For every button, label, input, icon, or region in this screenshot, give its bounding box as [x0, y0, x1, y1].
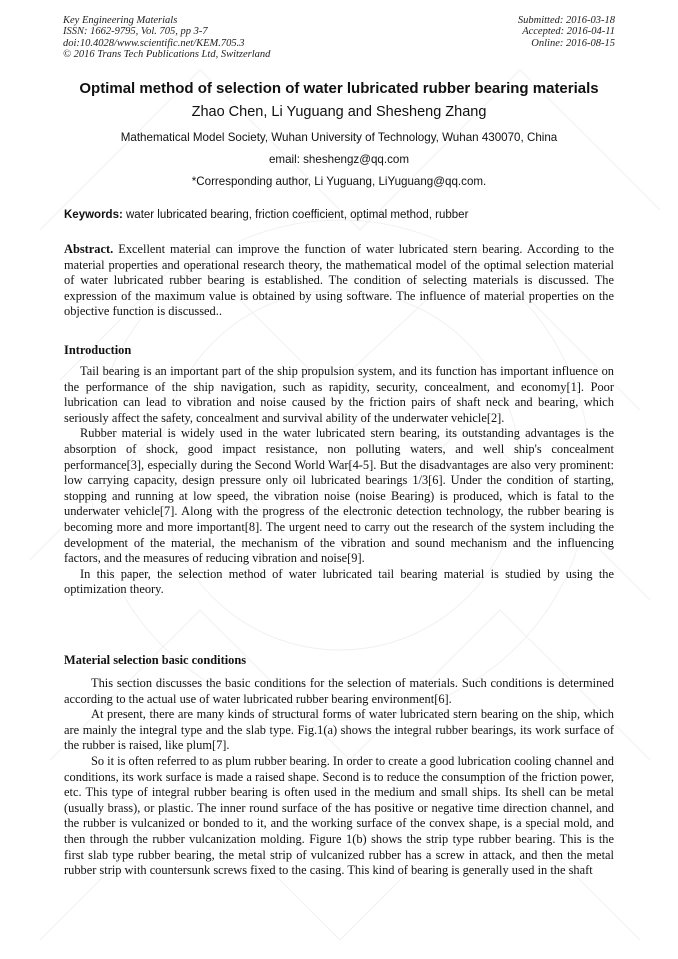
introduction-heading: Introduction — [64, 343, 132, 357]
doi-link[interactable]: doi:10.4028/www.scientific.net/KEM.705.3 — [63, 37, 245, 49]
email-line[interactable]: email: sheshengz@qq.com — [268, 153, 409, 166]
material-paragraph: At present, there are many kinds of structural forms of water lubricated stern bearing on the ship, which are mainly the integral type and the slab type. Fig.1(a) shows the integral rubber bearings, its work surface of the rubber is raised, like plum[7]. — [64, 707, 614, 753]
submitted-date: Submitted: 2016-03-18 — [517, 15, 615, 26]
copyright-line: © 2016 Trans Tech Publications Ltd, Switzerland — [63, 49, 271, 61]
keywords-label: Keywords: — [64, 209, 123, 221]
abstract-label: Abstract. — [64, 242, 114, 256]
paper-title: Optimal method of selection of water lubricated rubber bearing materials — [79, 80, 599, 97]
online-date: Online: 2016-08-15 — [531, 37, 615, 49]
accepted-date: Accepted: 2016-04-11 — [522, 26, 615, 38]
material-paragraph: This section discusses the basic conditions for the selection of materials. Such conditions is determined according to the actual use of water lubricated rubber bearing environment[6]. — [64, 676, 614, 706]
material-section-heading: Material selection basic conditions — [64, 653, 247, 667]
intro-paragraph: Rubber material is widely used in the water lubricated stern bearing, its outstanding advantages is the absorption of shock, good impact resistance, non polluting waters, and well ship's concealment performance[3], especially during the Second World War[4-5]. But the disadvantages are also very prominent: low carrying capacity, design pressure only oil lubricated bearings 1/3[6]. Under the condition of starting, stopping and running at low speed, the vibration noise (noise Bearing) is produced, which is fatal to the underwater vehicle[7]. Along with the progress of the electronic detection technology, the rubber bearing is becoming more and more important[8]. The urgent need to carry out the research of the system including the development of the material, the mechanism of the vibration and sound mechanism and the influencing factors, and the measures of reducing vibration and noise[9]. — [64, 426, 614, 566]
material-section-body — [64, 676, 614, 879]
intro-paragraph: Tail bearing is an important part of the ship propulsion system, and its function has important influence on the performance of the ship navigation, such as rapidity, security, concealment, and economy[1]. Poor lubrication can lead to vibration and noise caused by the friction pairs of shaft neck and bearing, which seriously affect the safety, concealment and survival ability of the underwater vehicle[2]. — [64, 364, 614, 425]
keywords — [64, 209, 468, 221]
journal-header — [63, 15, 270, 61]
abstract-text: Excellent material can improve the function of water lubricated stern bearing. According to the material properties and operational research theory, the mathematical model of the optimal selection material of water lubricated rubber bearing is established. The condition of selecting materials is discussed. The expression of the maximum value is obtained by using software. The influence of material properties on the objective function is discussed.. — [64, 242, 614, 319]
journal-name: Key Engineering Materials — [63, 15, 178, 26]
dates-header — [518, 15, 615, 49]
issn-line: ISSN: 1662-9795, Vol. 705, pp 3-7 — [63, 26, 208, 38]
abstract — [64, 242, 614, 320]
corresponding-author: *Corresponding author, Li Yuguang, LiYuguang@qq.com. — [191, 175, 487, 188]
intro-paragraph: In this paper, the selection method of water lubricated tail bearing material is studied by using the optimization theory. — [64, 566, 614, 597]
affiliation: Mathematical Model Society, Wuhan University of Technology, Wuhan 430070, China — [120, 131, 558, 144]
material-paragraph: So it is often referred to as plum rubber bearing. In order to create a good lubrication cooling channel and conditions, its work surface is made a raised shape. Second is to reduce the consumption of the friction power, etc. This type of integral rubber bearing is often used in the medium and small ships. Its shell can be metal (usually brass), or plastic. The inner round surface of the has positive or negative time direction channel, and the rubber is vulcanized or bonded to it, and the working surface of the convex shape, is a special mold, and then through the rubber vulcanization molding. Figure 1(b) shows the strip type rubber bearing. This is the first slab type rubber bearing, the metal strip of vulcanized rubber has a screw in attack, and then the metal rubber strip with countersunk screws fixed to the casing. This kind of bearing is generally used in the shaft — [64, 753, 614, 878]
author-list: Zhao Chen, Li Yuguang and Shesheng Zhang — [191, 104, 487, 120]
introduction-body — [64, 364, 614, 598]
keywords-text: water lubricated bearing, friction coefficient, optimal method, rubber — [122, 209, 469, 221]
